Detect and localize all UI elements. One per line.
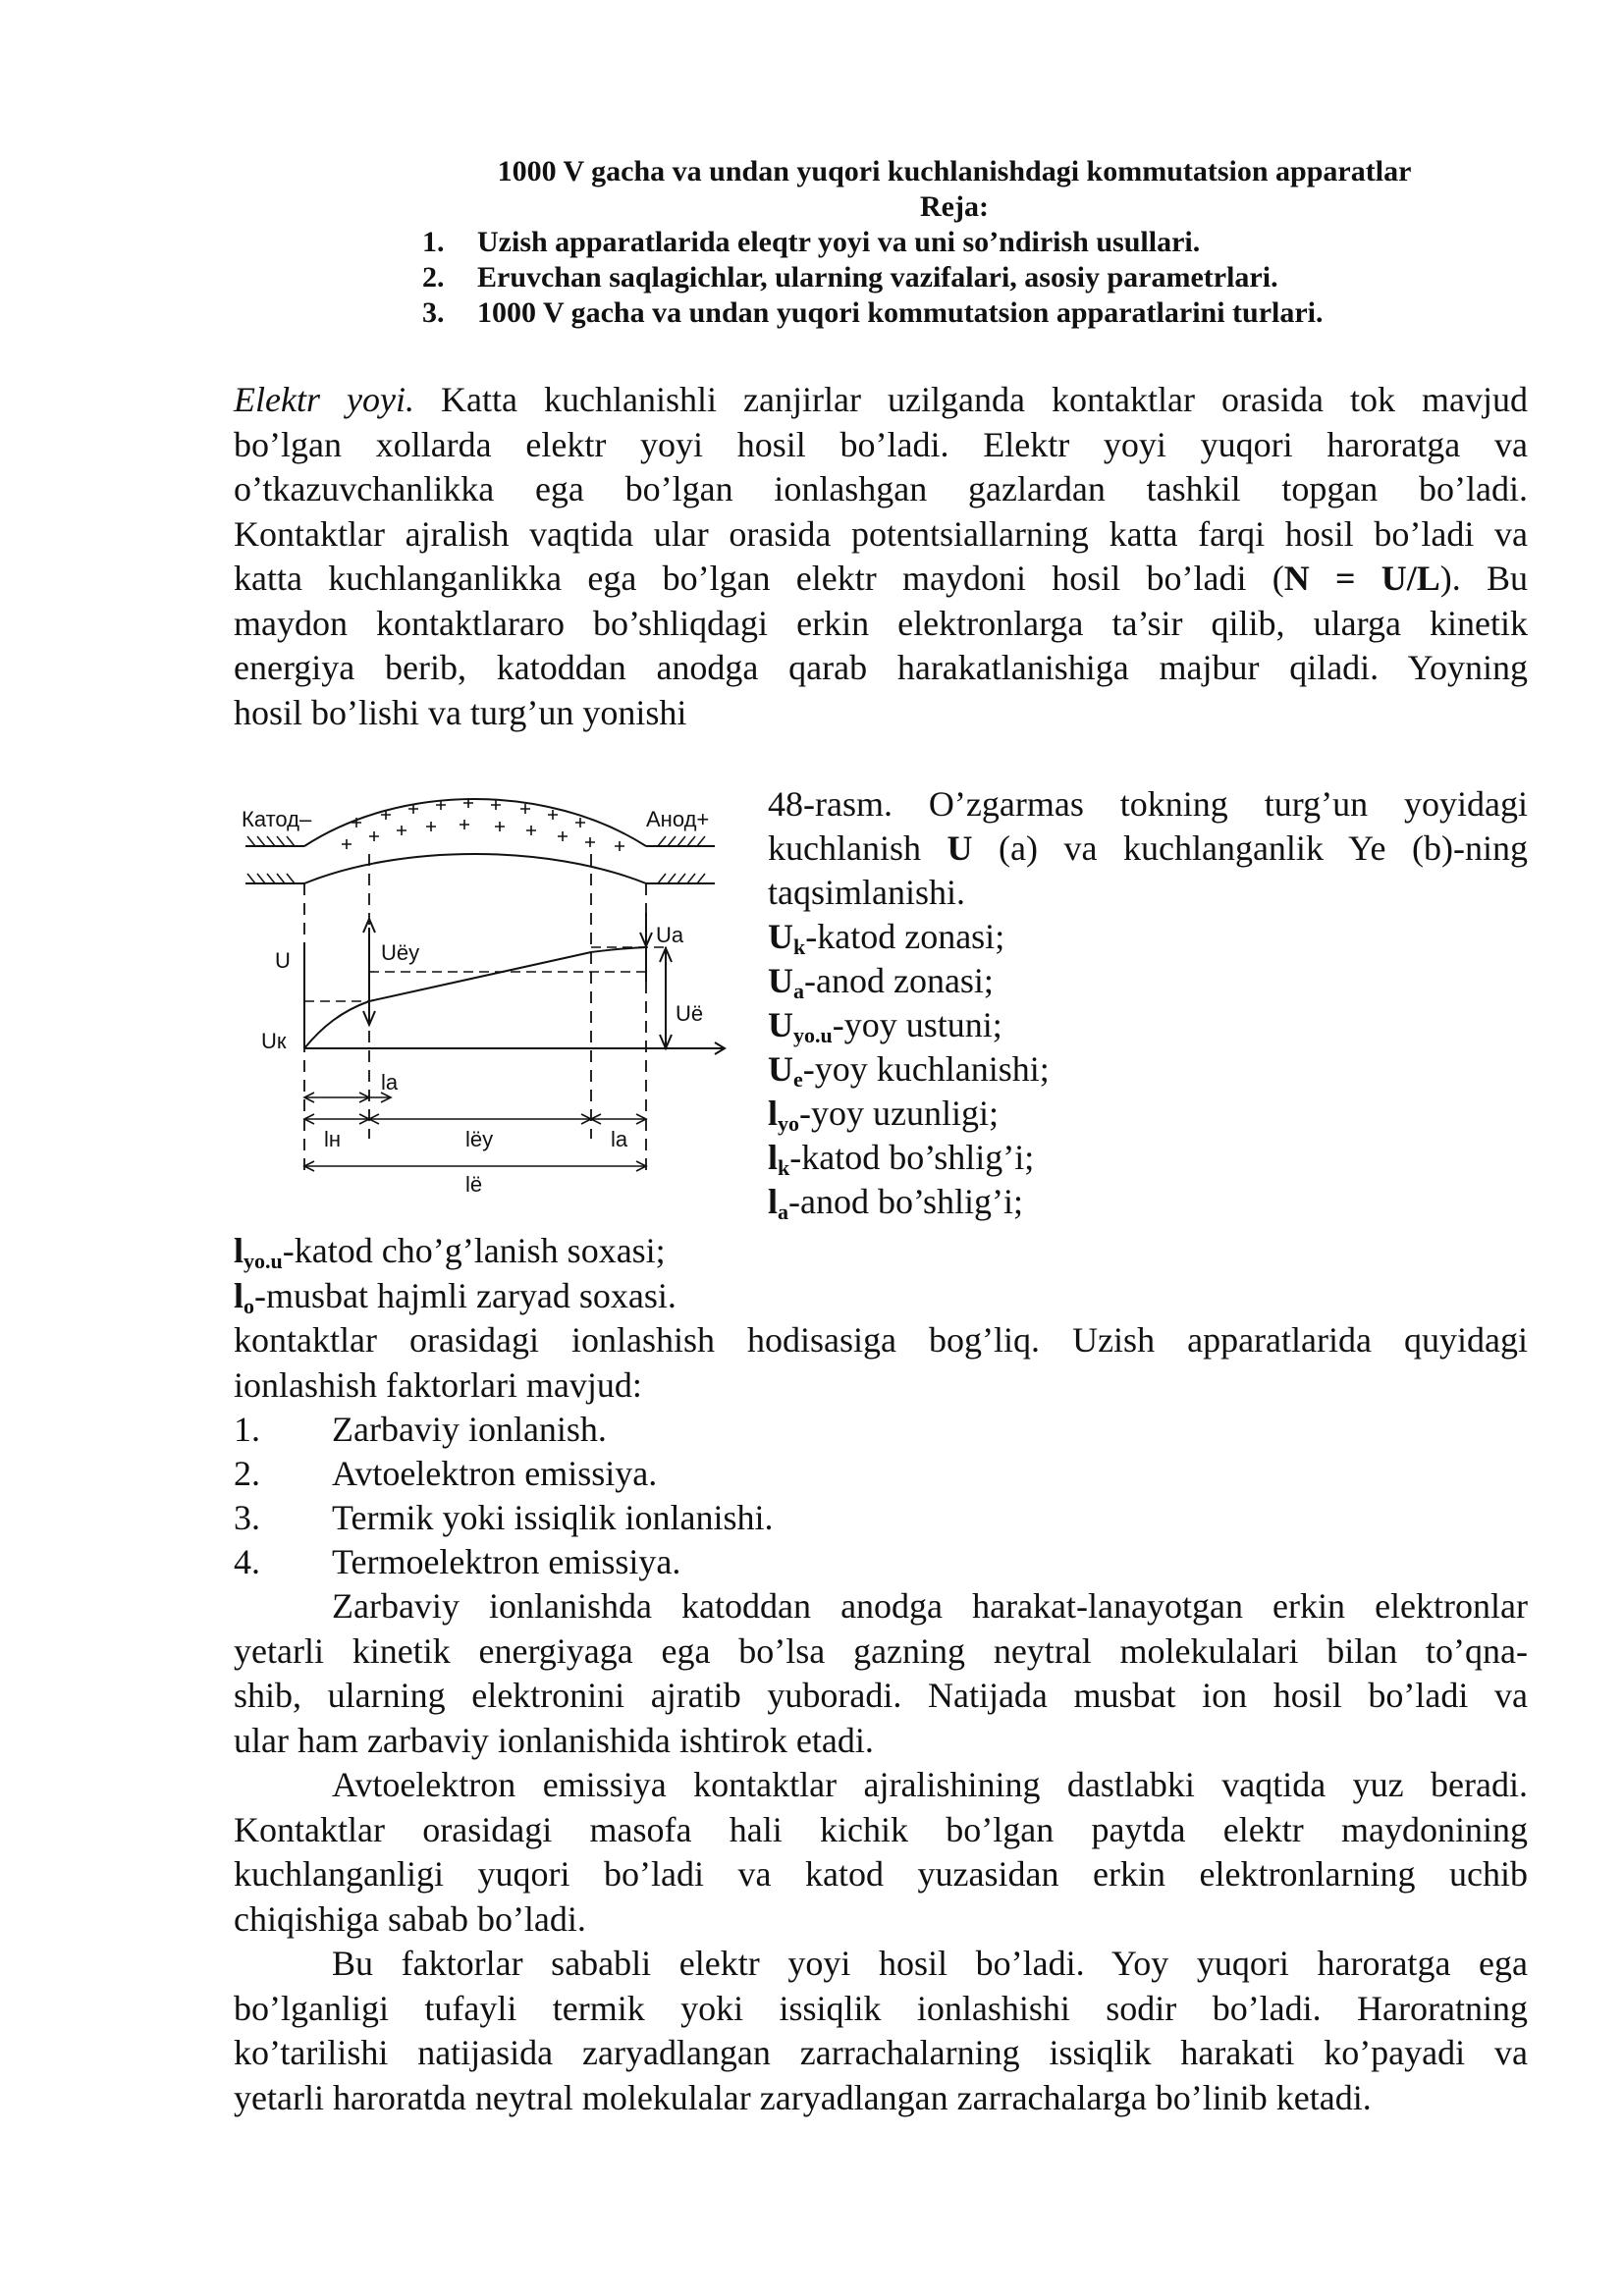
- label-U: U: [275, 948, 291, 973]
- arc-envelope-bottom: [304, 854, 646, 883]
- text-line: Zarbaviy ionlanishda katoddan anodga harakat-lanayotgan erkin elektronlar: [332, 1586, 1528, 1626]
- text-line: ko’tarilishi natijasida zaryadlangan zarrachalarning issiqlik harakati ko’payadi va: [234, 2033, 1528, 2072]
- label-anod: Анод+: [646, 807, 710, 831]
- document-title: 1000 V gacha va undan yuqori kuchlanishdagi kommutatsion apparatlar: [497, 155, 1412, 187]
- text-line: yetarli haroratda neytral molekulalar zaryadlangan zarrachalarga bo’linib ketadi.: [234, 2077, 1372, 2117]
- text-line: Avtoelektron emissiya kontaktlar ajralishining dastlabki vaqtida yuz beradi.: [332, 1765, 1528, 1804]
- text-line: Kontaktlar orasidagi masofa hali kichik bo’lgan paytda elektr maydonining: [234, 1809, 1528, 1849]
- label-le: lё: [465, 1172, 483, 1197]
- label-Uey: Uёy: [381, 940, 420, 965]
- legend-item: $U_a$-anod zonasi;: [768, 961, 994, 1003]
- plan-label: Reja:: [920, 190, 989, 223]
- voltage-curve: [304, 947, 646, 1048]
- formula: N = U/L: [1283, 559, 1440, 598]
- intro-paragraph: [234, 378, 1528, 735]
- legend-item: $l_k$-katod bo’shlig’i;: [768, 1138, 1035, 1180]
- cathode-hatch: [245, 836, 304, 883]
- legend-item: $U_{yo.u}$-yoy ustuni;: [768, 1005, 1002, 1047]
- plan-item: 1. Uzish apparatlarida eleqtr yoyi va uni so’ndirish usullari.: [422, 226, 1201, 258]
- term-elektr-yoyi: Elektr yoyi.: [234, 380, 414, 419]
- list-item: 2. Avtoelektron emissiya.: [234, 1454, 658, 1493]
- caption-line: taqsimlanishi.: [768, 873, 965, 912]
- label-ley: lёy: [465, 1127, 494, 1151]
- legend-item: $l_a$-anod bo’shlig’i;: [768, 1182, 1023, 1224]
- text-line: yetarli kinetik energiyaga ega bo’lsa gazning neytral molekulalari bilan to’qna-: [234, 1630, 1528, 1671]
- text-line: kuchlanganligi yuqori bo’ladi va katod yuzasidan erkin elektronlarning uchib: [234, 1854, 1528, 1894]
- list-item: 4. Termoelektron emissiya.: [234, 1542, 681, 1581]
- text-line: Elektr yoyi. Katta kuchlanishli zanjirlar uzilganda kontaktlar orasida tok mavjud: [234, 380, 1528, 419]
- text-line: hosil bo’lishi va turg’un yonishi: [234, 692, 687, 732]
- text-line: energiya berib, katoddan anodga qarab harakatlanishiga majbur qiladi. Yoyning: [234, 648, 1528, 687]
- label-Ue: Uё: [676, 1001, 704, 1026]
- list-item: 1. Zarbaviy ionlanish.: [234, 1410, 607, 1449]
- label-lh: lн: [324, 1127, 342, 1151]
- factors-list: [234, 1408, 773, 1584]
- label-la-bottom: la: [611, 1127, 628, 1151]
- label-la-top: la: [381, 1070, 399, 1095]
- list-item: 3. Termik yoki issiqlik ionlanishi.: [234, 1498, 774, 1537]
- text-line: Bu faktorlar sababli elektr yoyi hosil bo’ladi. Yoy yuqori haroratga ega: [332, 1944, 1528, 1983]
- label-Uk: Uк: [261, 1029, 287, 1053]
- arc-voltage-diagram: [234, 785, 744, 1207]
- text-line: kontaktlar orasidagi ionlashish hodisasiga bog’liq. Uzish apparatlarida quyidagi: [234, 1320, 1528, 1360]
- legend-item: $U_e$-yoy kuchlanishi;: [768, 1049, 1050, 1092]
- text-line: ionlashish faktorlari mavjud:: [234, 1364, 642, 1405]
- caption-line: 48-rasm. O’zgarmas tokning turg’un yoyidagi: [768, 784, 1528, 824]
- plan-item: 3. 1000 V gacha va undan yuqori kommutatsion apparatlarini turlari.: [422, 296, 1324, 329]
- text-line: bo’lgan xollarda elektr yoyi hosil bo’ladi. Elektr yoyi yuqori haroratga va: [234, 424, 1528, 464]
- legend-item: $U_k$-katod zonasi;: [768, 917, 1005, 959]
- legend-item: $l_{yo}$-yoy uzunligi;: [768, 1094, 999, 1136]
- text-line: o’tkazuvchanlikka ega bo’lgan ionlashgan gazlardan tashkil topgan bo’ladi.: [234, 469, 1528, 508]
- label-katod: Катод–: [242, 807, 312, 831]
- text-line: chiqishiga sabab bo’ladi.: [234, 1898, 586, 1939]
- legend-item: $l_o$-musbat hajmli zaryad soxasi.: [234, 1275, 677, 1318]
- text-line: maydon kontaktlararo bo’shliqdagi erkin elektronlarga ta’sir qilib, ularga kinetik: [234, 603, 1528, 643]
- anode-hatch: [646, 836, 715, 883]
- text-line: ular ham zarbaviy ionlanishida ishtirok etadi.: [234, 1720, 874, 1760]
- text-line: Kontaktlar ajralish vaqtida ular orasida potentsiallarning katta farqi hosil bo’ladi va: [234, 513, 1528, 554]
- figure-caption: [768, 782, 1528, 1224]
- label-Ua: Ua: [656, 923, 684, 947]
- text-line: katta kuchlanganlikka ega bo’lgan elektr maydoni hosil bo’ladi (N = U/L). Bu: [234, 559, 1528, 598]
- text-line: shib, ularning elektronini ajratib yuboradi. Natijada musbat ion hosil bo’ladi va: [234, 1676, 1528, 1715]
- body-paragraphs: [234, 1584, 1528, 2120]
- plan-list: [422, 225, 1502, 331]
- text-line: bo’lganligi tufayli termik yoki issiqlik ionlashishi sodir bo’ladi. Haroratning: [234, 1988, 1528, 2028]
- caption-line: kuchlanish U (a) va kuchlanganlik Ye (b)-ning: [768, 828, 1528, 868]
- continuation-block: [234, 1229, 1528, 1408]
- legend-item: $l_{yo.u}$-katod cho’g’lanish soxasi;: [234, 1231, 666, 1273]
- plan-item: 2. Eruvchan saqlagichlar, ularning vazifalari, asosiy parametrlari.: [422, 261, 1278, 294]
- positive-charges: [342, 798, 624, 851]
